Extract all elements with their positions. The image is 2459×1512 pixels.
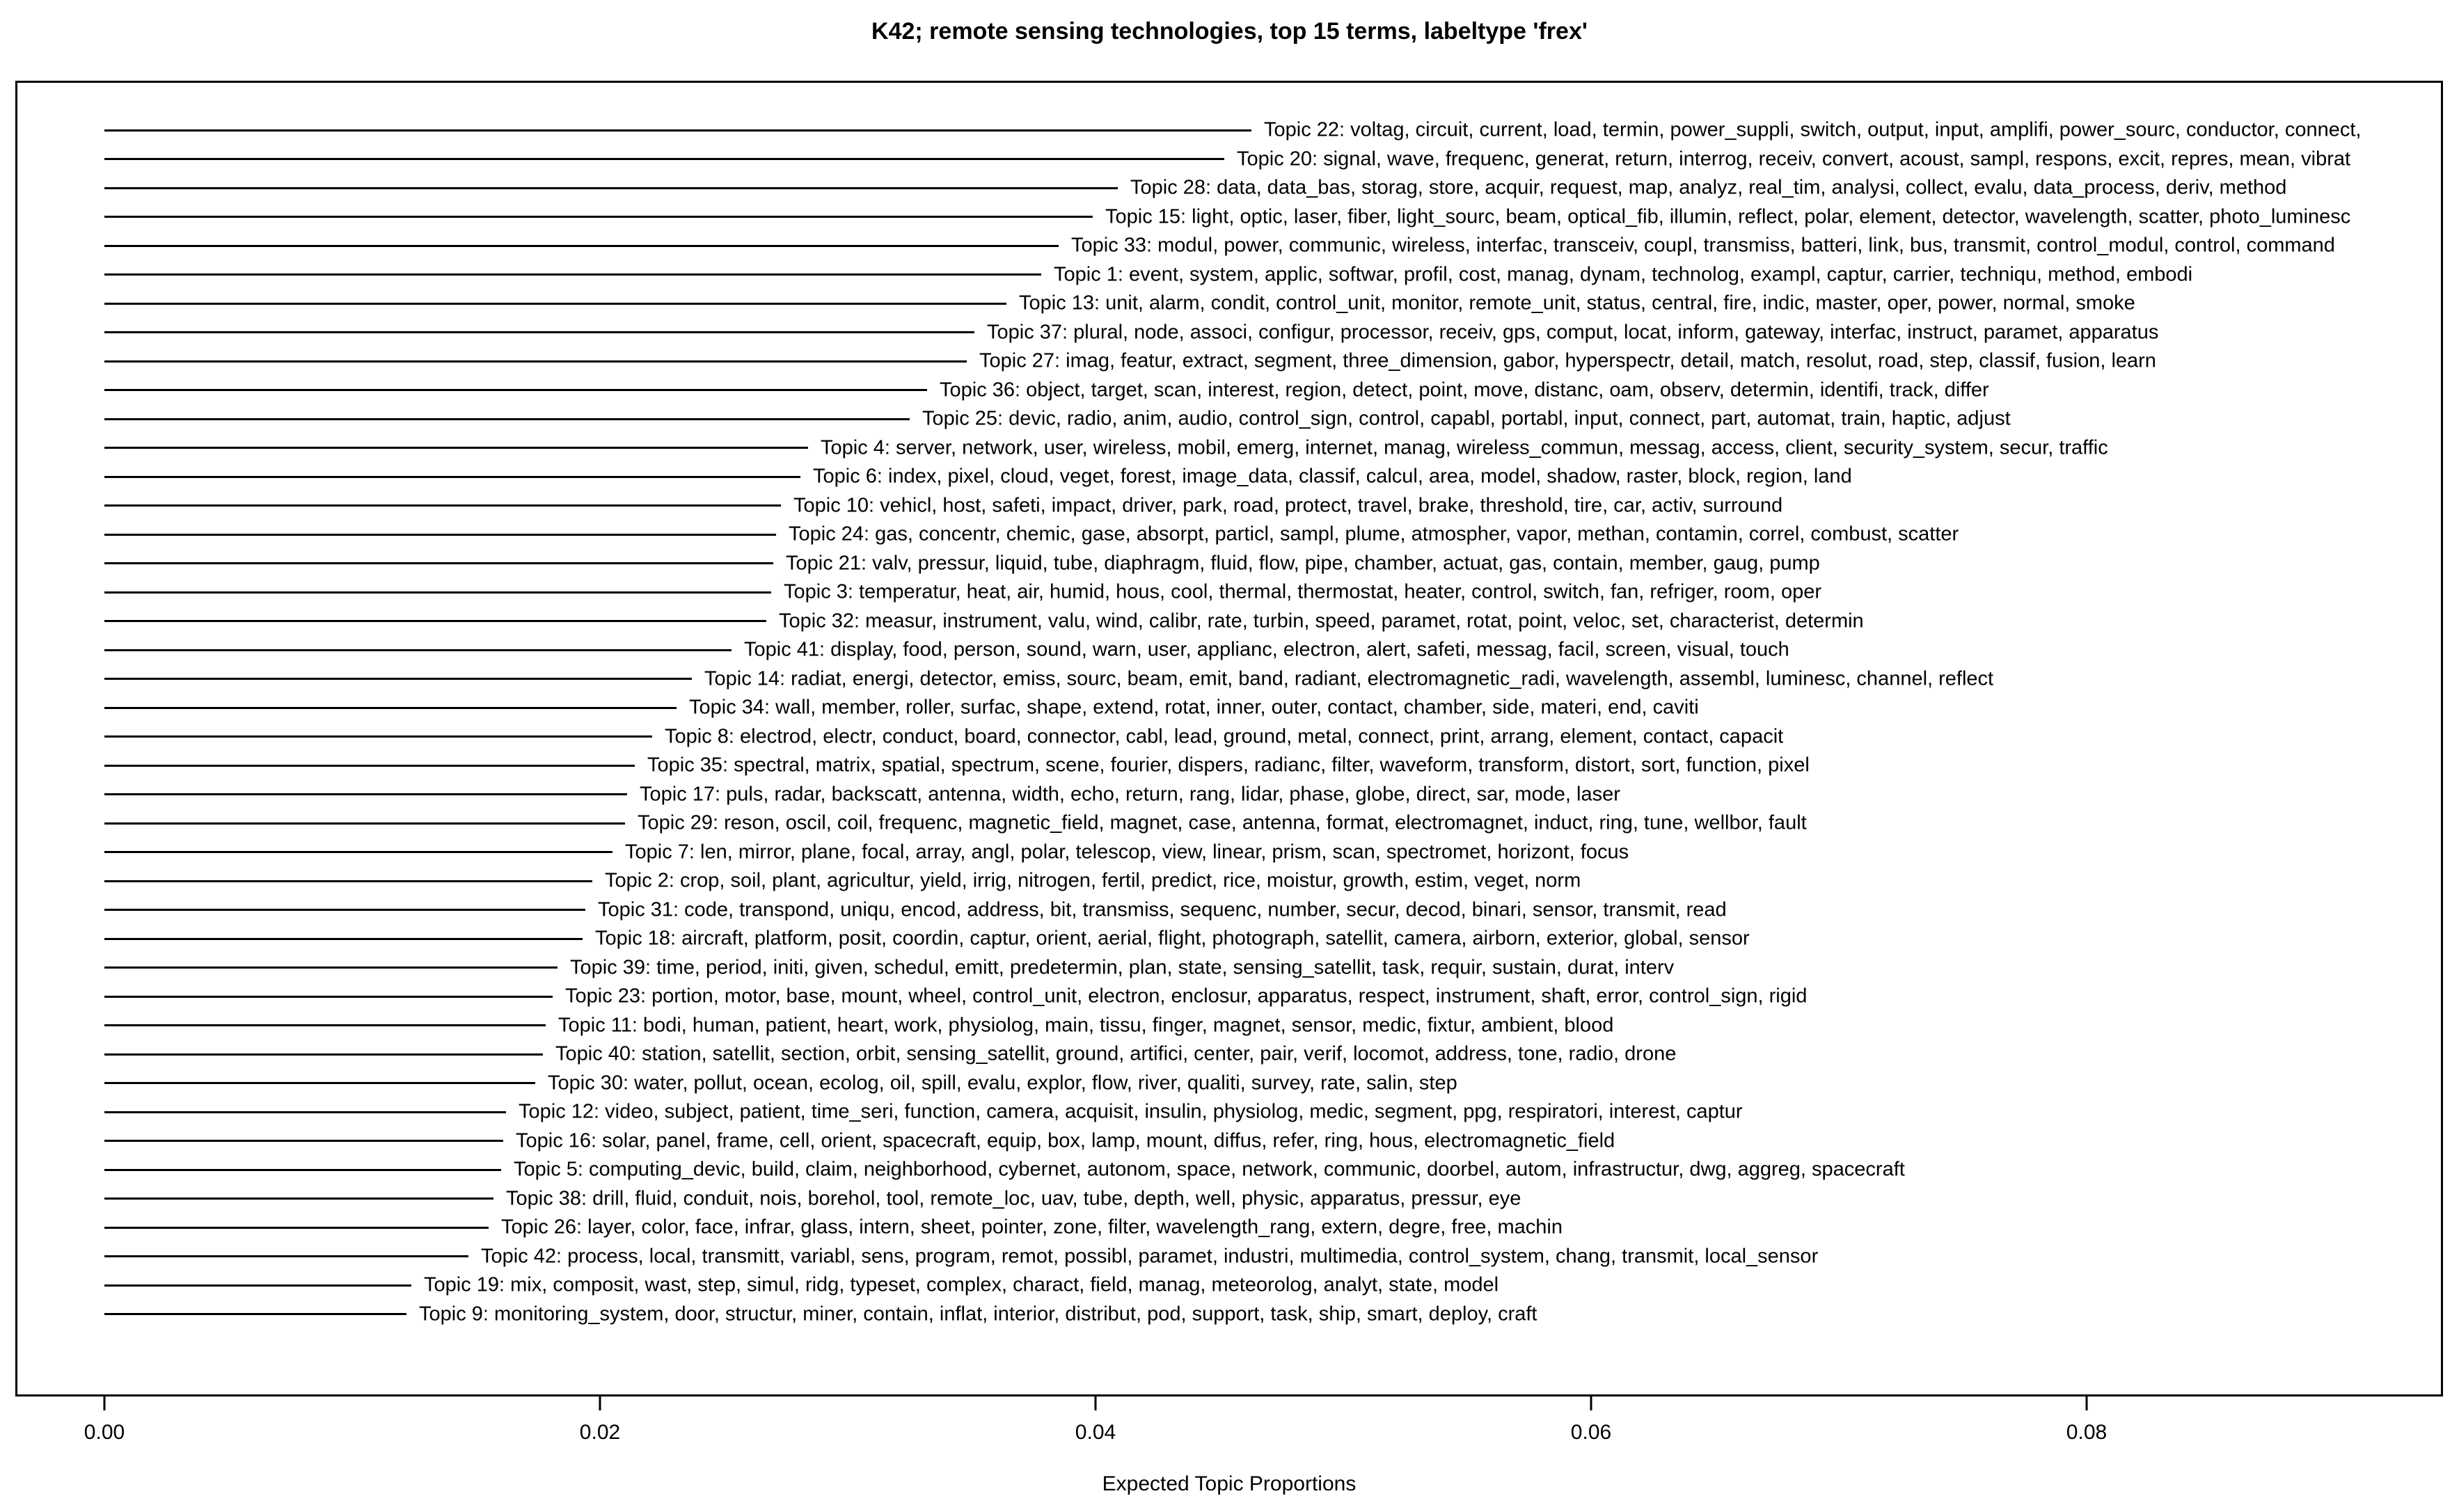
topic-proportion-line xyxy=(104,476,800,478)
topic-proportion-line xyxy=(104,1053,543,1056)
topic-proportion-line xyxy=(104,418,910,420)
topic-label: Topic 16: solar, panel, frame, cell, orient, spacecraft, equip, box, lamp, mount, diffus, refer, ring, hous, electromagnetic_field xyxy=(516,1129,1615,1152)
topic-label: Topic 23: portion, motor, base, mount, wheel, control_unit, electron, enclosur, apparatus, respect, instrument, shaft, error, control_sign, rigid xyxy=(565,985,1808,1008)
topic-label: Topic 12: video, subject, patient, time_seri, function, camera, acquisit, insulin, physiolog, medic, segment, ppg, respiratori, interest, captur xyxy=(519,1100,1743,1123)
x-axis-tick-label: 0.08 xyxy=(2066,1421,2108,1444)
chart-title: K42; remote sensing technologies, top 15 terms, labeltype 'frex' xyxy=(871,18,1588,45)
topic-proportion-line xyxy=(104,1227,489,1229)
topic-label: Topic 29: reson, oscil, coil, frequenc, magnetic_field, magnet, case, antenna, format, electromagnet, induct, ring, tune, wellbor, fault xyxy=(638,811,1807,834)
topic-proportion-line xyxy=(104,534,776,536)
topic-proportion-line xyxy=(104,822,625,825)
topic-label: Topic 4: server, network, user, wireless, mobil, emerg, internet, manag, wireless_commun, messag, access, client, security_system, secur, traffic xyxy=(821,436,2108,459)
topic-label: Topic 25: devic, radio, anim, audio, control_sign, control, capabl, portabl, input, connect, part, automat, train, haptic, adjust xyxy=(922,407,2011,430)
topic-proportion-line xyxy=(104,1140,503,1142)
topic-proportion-line xyxy=(104,273,1041,276)
topic-label: Topic 8: electrod, electr, conduct, board, connector, cabl, lead, ground, metal, connect, print, arrang, element, contact, capacit xyxy=(665,725,1784,747)
topic-proportion-line xyxy=(104,1313,406,1315)
topic-label: Topic 18: aircraft, platform, posit, coordin, captur, orient, aerial, flight, photograph, satellit, camera, airborn, exterior, global, sensor xyxy=(595,927,1750,950)
topic-label: Topic 26: layer, color, face, infrar, glass, intern, sheet, pointer, zone, filter, wavelength_rang, extern, degre, free, machin xyxy=(501,1216,1563,1239)
topic-proportion-line xyxy=(104,447,808,449)
topic-label: Topic 15: light, optic, laser, fiber, light_sourc, beam, optical_fib, illumin, reflect, polar, element, detector, wavelength, scatter, photo_luminesc xyxy=(1105,205,2351,228)
topic-proportion-line xyxy=(104,1197,493,1200)
x-axis-tick-label: 0.00 xyxy=(84,1421,125,1444)
topic-label: Topic 10: vehicl, host, safeti, impact, driver, park, road, protect, travel, brake, threshold, tire, car, activ, surround xyxy=(793,494,1783,516)
topic-proportion-line xyxy=(104,389,927,391)
topic-label: Topic 41: display, food, person, sound, warn, user, applianc, electron, alert, safeti, messag, facil, screen, visual, touch xyxy=(744,638,1789,661)
topic-proportion-line xyxy=(104,158,1224,160)
topic-proportion-line xyxy=(104,216,1093,218)
topic-proportion-line xyxy=(104,245,1059,247)
topic-proportion-line xyxy=(104,1111,506,1113)
topic-label: Topic 36: object, target, scan, interest, region, detect, point, move, distanc, oam, observ, determin, identifi, track, differ xyxy=(940,379,1989,401)
topic-label: Topic 32: measur, instrument, valu, wind, calibr, rate, turbin, speed, paramet, rotat, point, veloc, set, characterist, determin xyxy=(779,610,1864,632)
topic-label: Topic 37: plural, node, associ, configur, processor, receiv, gps, comput, locat, inform, gateway, interfac, instruct, paramet, apparatus xyxy=(987,321,2159,343)
topic-proportion-line xyxy=(104,591,771,594)
topic-label: Topic 27: imag, featur, extract, segment, three_dimension, gabor, hyperspectr, detail, match, resolut, road, step, classif, fusion, learn xyxy=(979,349,2156,372)
topic-proportion-line xyxy=(104,707,677,709)
topic-proportion-line xyxy=(104,851,612,853)
x-axis-tick xyxy=(2086,1396,2088,1410)
topic-proportion-line xyxy=(104,129,1251,132)
topic-proportion-line xyxy=(104,331,974,333)
x-axis-tick xyxy=(1095,1396,1097,1410)
plot-area xyxy=(15,81,2443,1396)
x-axis-title: Expected Topic Proportions xyxy=(1102,1472,1357,1495)
topic-label: Topic 3: temperatur, heat, air, humid, hous, cool, thermal, thermostat, heater, control, switch, fan, refriger, room, oper xyxy=(784,580,1821,603)
topic-proportion-line xyxy=(104,620,766,622)
topic-proportion-line xyxy=(104,1284,411,1287)
topic-label: Topic 7: len, mirror, plane, focal, array, angl, polar, telescop, view, linear, prism, scan, spectromet, horizont, focus xyxy=(625,841,1629,863)
topic-proportion-line xyxy=(104,793,627,795)
topic-label: Topic 28: data, data_bas, storag, store, acquir, request, map, analyz, real_tim, analysi, collect, evalu, data_process, deriv, method xyxy=(1130,176,2287,199)
topic-proportion-line xyxy=(104,360,967,363)
topic-proportion-line xyxy=(104,562,773,564)
topic-label: Topic 6: index, pixel, cloud, veget, forest, image_data, classif, calcul, area, model, shadow, raster, block, region, land xyxy=(813,465,1852,488)
x-axis-tick xyxy=(104,1396,106,1410)
topic-label: Topic 22: voltag, circuit, current, load, termin, power_suppli, switch, output, input, amplifi, power_sourc, conductor, connect, xyxy=(1264,118,2362,141)
topic-proportion-line xyxy=(104,938,583,940)
topic-label: Topic 30: water, pollut, ocean, ecolog, oil, spill, evalu, explor, flow, river, qualiti, survey, rate, salin, step xyxy=(548,1072,1457,1094)
topic-proportion-line xyxy=(104,649,732,651)
topic-label: Topic 2: crop, soil, plant, agricultur, yield, irrig, nitrogen, fertil, predict, rice, moistur, growth, estim, veget, norm xyxy=(605,869,1581,892)
topic-proportion-line xyxy=(104,187,1118,189)
x-axis-tick-label: 0.02 xyxy=(579,1421,621,1444)
topic-label: Topic 19: mix, composit, wast, step, simul, ridg, typeset, complex, charact, field, manag, meteorolog, analyt, state, model xyxy=(424,1273,1499,1296)
topic-label: Topic 40: station, satellit, section, orbit, sensing_satellit, ground, artifici, center, pair, verif, locomot, address, tone, radio, drone xyxy=(555,1042,1677,1065)
topic-proportion-line xyxy=(104,678,692,680)
topic-label: Topic 20: signal, wave, frequenc, generat, return, interrog, receiv, convert, acoust, sampl, respons, excit, repres, mean, vibrat xyxy=(1237,148,2351,170)
topic-proportion-line xyxy=(104,735,652,738)
topic-label: Topic 11: bodi, human, patient, heart, work, physiolog, main, tissu, finger, magnet, sensor, medic, fixtur, ambient, blood xyxy=(558,1014,1614,1036)
topic-label: Topic 9: monitoring_system, door, structur, miner, contain, inflat, interior, distribut, pod, support, task, ship, smart, deploy, craft xyxy=(419,1303,1537,1325)
topic-label: Topic 31: code, transpond, uniqu, encod, address, bit, transmiss, sequenc, number, secur, decod, binari, sensor, transmit, read xyxy=(598,898,1727,921)
topic-proportion-line xyxy=(104,765,635,767)
topic-label: Topic 33: modul, power, communic, wireless, interfac, transceiv, coupl, transmiss, batteri, link, bus, transmit, control_modul, control, command xyxy=(1071,234,2335,257)
x-axis-tick-label: 0.04 xyxy=(1075,1421,1116,1444)
topic-proportion-line xyxy=(104,966,558,969)
topic-label: Topic 34: wall, member, roller, surfac, shape, extend, rotat, inner, outer, contact, chamber, side, materi, end, caviti xyxy=(689,696,1699,719)
x-axis-tick-label: 0.06 xyxy=(1570,1421,1612,1444)
topic-proportion-line xyxy=(104,996,553,998)
topic-proportion-line xyxy=(104,504,781,507)
x-axis-tick xyxy=(1590,1396,1592,1410)
topic-label: Topic 14: radiat, energi, detector, emiss, sourc, beam, emit, band, radiant, electromagnetic_radi, wavelength, assembl, luminesc, channel, reflect xyxy=(704,667,1994,690)
topic-label: Topic 21: valv, pressur, liquid, tube, diaphragm, fluid, flow, pipe, chamber, actuat, gas, contain, member, gaug, pump xyxy=(786,552,1820,574)
topic-label: Topic 5: computing_devic, build, claim, neighborhood, cybernet, autonom, space, network, communic, doorbel, autom, infrastructur, dwg, aggreg, spacecraft xyxy=(514,1158,1905,1181)
topic-proportion-line xyxy=(104,909,585,911)
topic-label: Topic 17: puls, radar, backscatt, antenna, width, echo, return, rang, lidar, phase, globe, direct, sar, mode, laser xyxy=(640,783,1620,805)
topic-proportion-line xyxy=(104,880,592,882)
topic-label: Topic 1: event, system, applic, softwar, profil, cost, manag, dynam, technolog, exampl, captur, carrier, techniqu, method, embodi xyxy=(1054,263,2193,285)
x-axis-tick xyxy=(599,1396,601,1410)
topic-label: Topic 13: unit, alarm, condit, control_unit, monitor, remote_unit, status, central, fire, indic, master, oper, power, normal, smoke xyxy=(1019,292,2135,315)
topic-label: Topic 38: drill, fluid, conduit, nois, borehol, tool, remote_loc, uav, tube, depth, well, physic, apparatus, pressur, eye xyxy=(506,1187,1521,1209)
topic-proportion-line xyxy=(104,1082,535,1084)
topic-proportion-line xyxy=(104,1169,501,1171)
topic-proportion-line xyxy=(104,303,1006,305)
topic-label: Topic 24: gas, concentr, chemic, gase, absorpt, particl, sampl, plume, atmospher, vapor, methan, contamin, correl, combust, scatter xyxy=(789,523,1959,546)
topic-label: Topic 39: time, period, initi, given, schedul, emitt, predetermin, plan, state, sensing_satellit, task, requir, sustain, durat, interv xyxy=(570,956,1675,978)
topic-label: Topic 42: process, local, transmitt, variabl, sens, program, remot, possibl, paramet, industri, multimedia, control_system, chang, transmit, local_sensor xyxy=(481,1245,1819,1267)
topic-proportion-line xyxy=(104,1255,468,1257)
topic-proportion-line xyxy=(104,1024,546,1026)
topic-label: Topic 35: spectral, matrix, spatial, spectrum, scene, fourier, dispers, radianc, filter, waveform, transform, distort, sort, function, pixel xyxy=(647,754,1810,777)
